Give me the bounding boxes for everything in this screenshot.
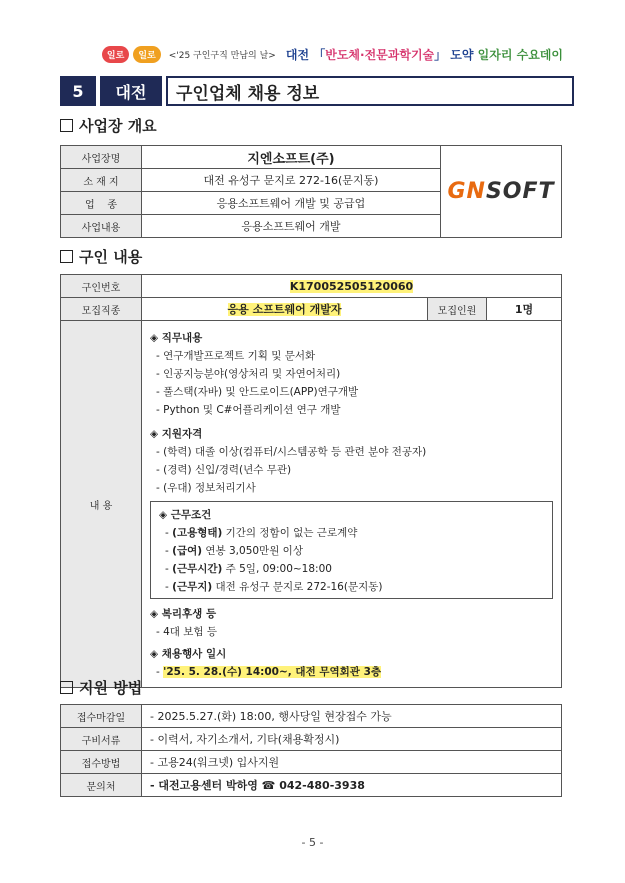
- cond-item: - (고용형태) 기간의 정함이 없는 근로계약: [165, 527, 358, 539]
- duty-item: - 연구개발프로젝트 기획 및 문서화: [156, 350, 316, 362]
- company-name-value: 지엔소프트(주): [142, 146, 441, 169]
- recruit-id-value: K170052505120060: [142, 275, 562, 298]
- duty-item: - Python 및 C#어플리케이션 연구 개발: [156, 404, 341, 416]
- cond-item: - (급여) 연봉 3,050만원 이상: [165, 545, 303, 557]
- section-city: 대전: [100, 76, 162, 106]
- qual-item: - (우대) 정보처리기사: [156, 482, 256, 494]
- duty-title: ◈ 직무내용: [150, 332, 203, 344]
- conditions-box: [150, 501, 553, 599]
- cond-item: - (근무시간) 주 5일, 09:00~18:00: [165, 563, 332, 575]
- duty-item: - 인공지능분야(영상처리 및 자연어처리): [156, 368, 341, 380]
- content-label: 내 용: [61, 321, 142, 688]
- overview-heading: 사업장 개요: [60, 115, 157, 136]
- duty-item: - 풀스택(자바) 및 안드로이드(APP)연구개발: [156, 386, 359, 398]
- overview-table: [60, 145, 562, 238]
- qual-item: - (경력) 신입/경력(년수 무관): [156, 464, 292, 476]
- company-name-label: 사업장명: [61, 146, 142, 169]
- method-label: 접수방법: [61, 751, 142, 774]
- apply-heading: 지원 방법: [60, 677, 142, 698]
- method-value: - 고용24(워크넷) 입사지원: [142, 751, 562, 774]
- contact-value: - 대전고용센터 박하영 ☎ 042-480-3938: [142, 774, 562, 797]
- business-value: 응용소프트웨어 개발: [142, 215, 441, 238]
- welfare-title: ◈ 복리후생 등: [150, 608, 217, 620]
- deadline-label: 접수마감일: [61, 705, 142, 728]
- cond-item: - (근무지) 대전 유성구 문지로 272-16(문지동): [165, 581, 383, 593]
- content-body: [142, 321, 562, 688]
- job-value: 응용 소프트웨어 개발자: [142, 298, 428, 321]
- company-logo: GNSOFT: [441, 146, 562, 238]
- page-number: - 5 -: [301, 836, 324, 849]
- industry-value: 응용소프트웨어 개발 및 공급업: [142, 192, 441, 215]
- industry-label: 업 종: [61, 192, 142, 215]
- recruit-table: [60, 274, 562, 688]
- recruit-heading: 구인 내용: [60, 246, 142, 267]
- count-value: 1명: [487, 298, 562, 321]
- brand-logo-2: 일로: [133, 46, 160, 63]
- welfare-item: - 4대 보험 등: [156, 626, 218, 638]
- documents-label: 구비서류: [61, 728, 142, 751]
- cond-title: ◈ 근무조건: [159, 509, 212, 521]
- banner-title: 대전 「반도체·전문과학기술」 도약 일자리 수요데이: [285, 47, 563, 62]
- event-title: ◈ 채용행사 일시: [150, 648, 227, 660]
- header-banner: [102, 44, 563, 64]
- deadline-value: - 2025.5.27.(화) 18:00, 행사당일 현장접수 가능: [142, 705, 562, 728]
- apply-table: [60, 704, 562, 797]
- qual-title: ◈ 지원자격: [150, 428, 203, 440]
- address-value: 대전 유성구 문지로 272-16(문지동): [142, 169, 441, 192]
- checkbox-icon: [60, 681, 73, 694]
- business-label: 사업내용: [61, 215, 142, 238]
- count-label: 모집인원: [428, 298, 487, 321]
- event-item: - '25. 5. 28.(수) 14:00~, 대전 무역회관 3층: [156, 666, 382, 678]
- documents-value: - 이력서, 자기소개서, 기타(채용확정시): [142, 728, 562, 751]
- address-label: 소 재 지: [61, 169, 142, 192]
- qual-item: - (학력) 대졸 이상(컴퓨터/시스템공학 등 관련 분야 전공자): [156, 446, 427, 458]
- recruit-id-label: 구인번호: [61, 275, 142, 298]
- checkbox-icon: [60, 119, 73, 132]
- job-label: 모집직종: [61, 298, 142, 321]
- brand-logo-1: 일로: [102, 46, 129, 63]
- section-number: 5: [60, 76, 96, 106]
- contact-label: 문의처: [61, 774, 142, 797]
- checkbox-icon: [60, 250, 73, 263]
- section-title: 구인업체 채용 정보: [166, 76, 574, 106]
- campaign-label: <'25 구인구직 만남의 날>: [168, 50, 276, 61]
